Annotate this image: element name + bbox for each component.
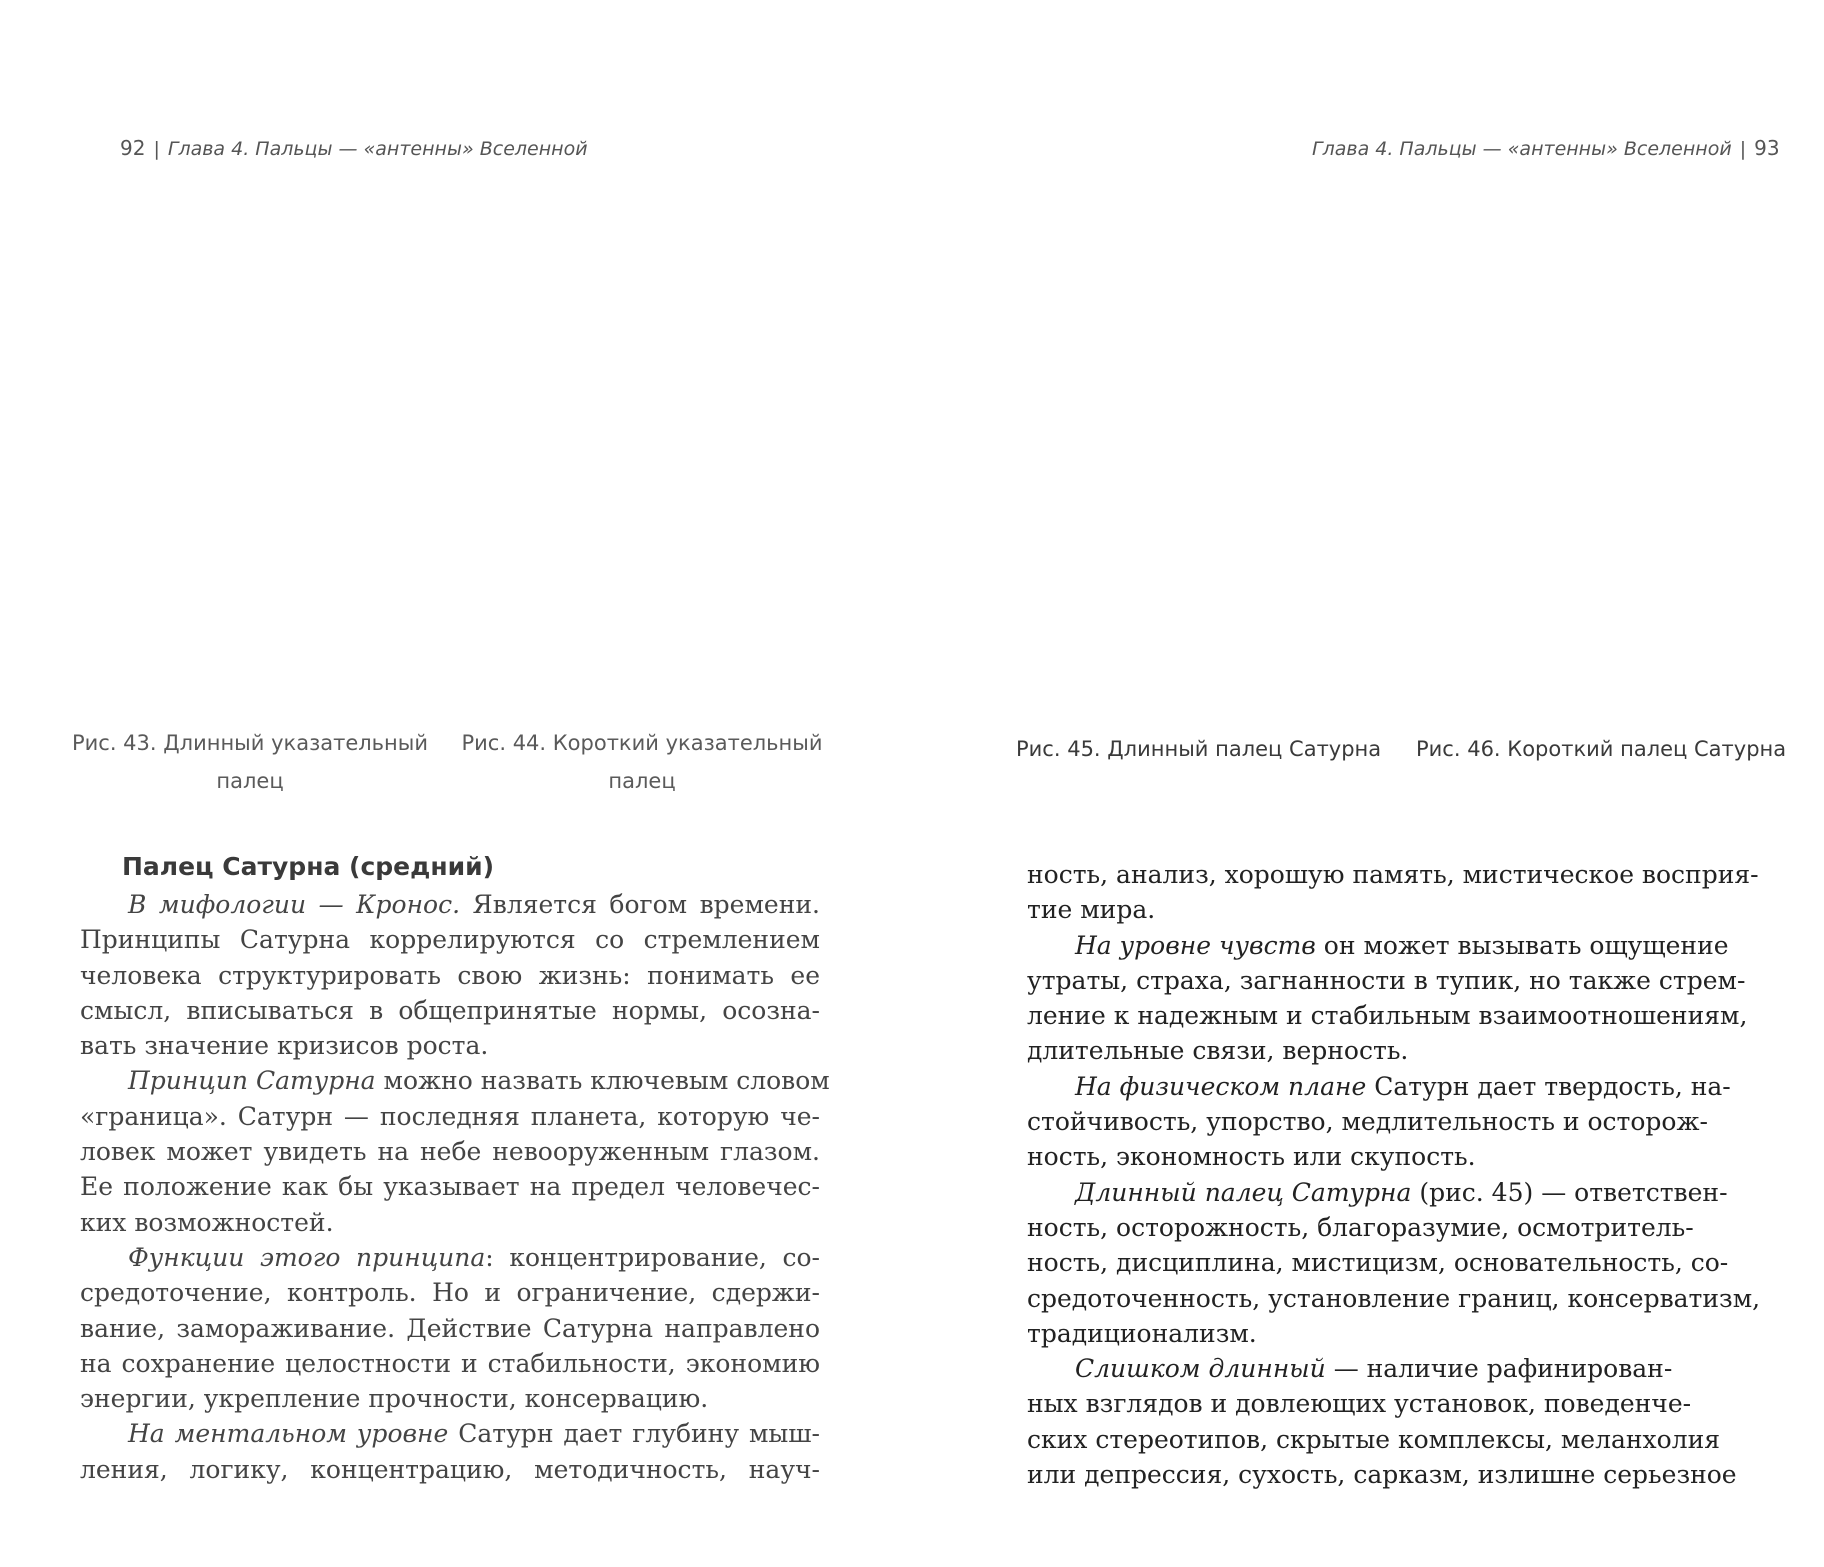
text-line: ление к надежным и стабильным взаимоотношениям, [1027,1001,1748,1031]
figure-43-hand [40,190,440,690]
text-line: вание, замораживание. Действие Сатурна направлено [80,1313,820,1343]
caption-line: палец [216,769,284,793]
text-line: средоточенность, установление границ, консерватизм, [1027,1283,1761,1313]
text-line: или депрессия, сухость, сарказм, излишне серьезное [1027,1460,1737,1490]
chapter-title: Глава 4. Пальцы — «антенны» Вселенной [1312,138,1732,160]
body-text-right [1027,857,1761,1492]
text-line: ления, логику, концентрацию, методичность, науч- [80,1454,820,1484]
text-line: утраты, страха, загнанности в тупик, но также стрем- [1027,965,1746,995]
text-line: ность, анализ, хорошую память, мистическое восприя- [1027,860,1759,889]
text-line: длительные связи, верность. [1027,1036,1409,1066]
page-number: 93 [1754,136,1780,160]
text-line: вать значение кризисов роста. [80,1031,489,1061]
text-line: Функции этого принципа: концентрирование, со- [128,1242,820,1272]
text-line: тие мира. [1027,895,1156,925]
running-header-left: 92 | Глава 4. Пальцы — «антенны» Вселенной [120,136,588,160]
section-title: Палец Сатурна (средний) [122,852,495,881]
text-line: Длинный палец Сатурна (рис. 45) — ответствен- [1075,1177,1728,1207]
figure-45-caption: Рис. 45. Длинный палец Сатурна [1016,737,1382,761]
text-line: стойчивость, упорство, медлительность и осторож- [1027,1107,1708,1137]
right-page [900,0,1824,1567]
chapter-title: Глава 4. Пальцы — «антенны» Вселенной [167,138,588,160]
text-line: На ментальном уровне Сатурн дает глубину мыш- [128,1419,820,1449]
text-line: энергии, укрепление прочности, консервацию. [80,1384,709,1414]
text-line: В мифологии — Кронос. Является богом времени. [128,890,820,919]
text-line: на сохранение целостности и стабильности, экономию [80,1348,820,1378]
hand-drawing [1370,190,1770,700]
text-line: Принципы Сатурна коррелируются со стремлением [80,925,820,955]
text-line: смысл, вписываться в общепринятые нормы, осозна- [80,995,820,1025]
text-line: традиционализм. [1027,1318,1257,1348]
text-line: ных взглядов и довлеющих установок, поведенче- [1027,1389,1692,1419]
hand-drawing [430,190,830,690]
text-line: На уровне чувств он может вызывать ощущение [1075,930,1729,960]
caption-line: Рис. 43. Длинный указательный [71,731,429,755]
figure-45-hand [980,190,1380,700]
text-line: На физическом плане Сатурн дает твердость, на- [1075,1071,1731,1101]
figure-44-caption [452,724,832,800]
figure-44-hand [430,190,830,690]
text-line: ность, экономность или скупость. [1027,1142,1476,1172]
body-text-left [80,887,830,1487]
hand-drawing [980,190,1380,700]
text-line: ловек может увидеть на небе невооруженным глазом. [80,1137,820,1167]
text-line: человека структурировать свою жизнь: понимать ее [80,960,820,990]
figure-46-hand [1370,190,1770,700]
figure-43-caption [60,724,440,800]
text-line: ких возможностей. [80,1207,334,1237]
text-line: ность, осторожность, благоразумие, осмотритель- [1027,1212,1694,1242]
left-page [0,0,900,1567]
page-number: 92 [120,136,146,160]
caption-line: Рис. 44. Короткий указательный [461,731,823,755]
text-line: средоточение, контроль. Но и ограничение, сдержи- [80,1278,820,1308]
text-line: ность, дисциплина, мистицизм, основательность, со- [1027,1248,1729,1278]
figure-46-caption: Рис. 46. Короткий палец Сатурна [1416,737,1787,761]
text-line: Принцип Сатурна можно назвать ключевым словом [128,1066,830,1096]
hand-drawing [40,190,440,690]
text-line: «граница». Сатурн — последняя планета, которую че- [80,1101,820,1131]
text-line: Слишком длинный — наличие рафинирован- [1075,1354,1673,1384]
text-line: ских стереотипов, скрытые комплексы, меланхолия [1027,1424,1721,1454]
text-line: Ее положение как бы указывает на предел человечес- [80,1172,820,1202]
running-header-right: Глава 4. Пальцы — «антенны» Вселенной | 93 [1312,136,1780,160]
caption-line: палец [608,769,676,793]
